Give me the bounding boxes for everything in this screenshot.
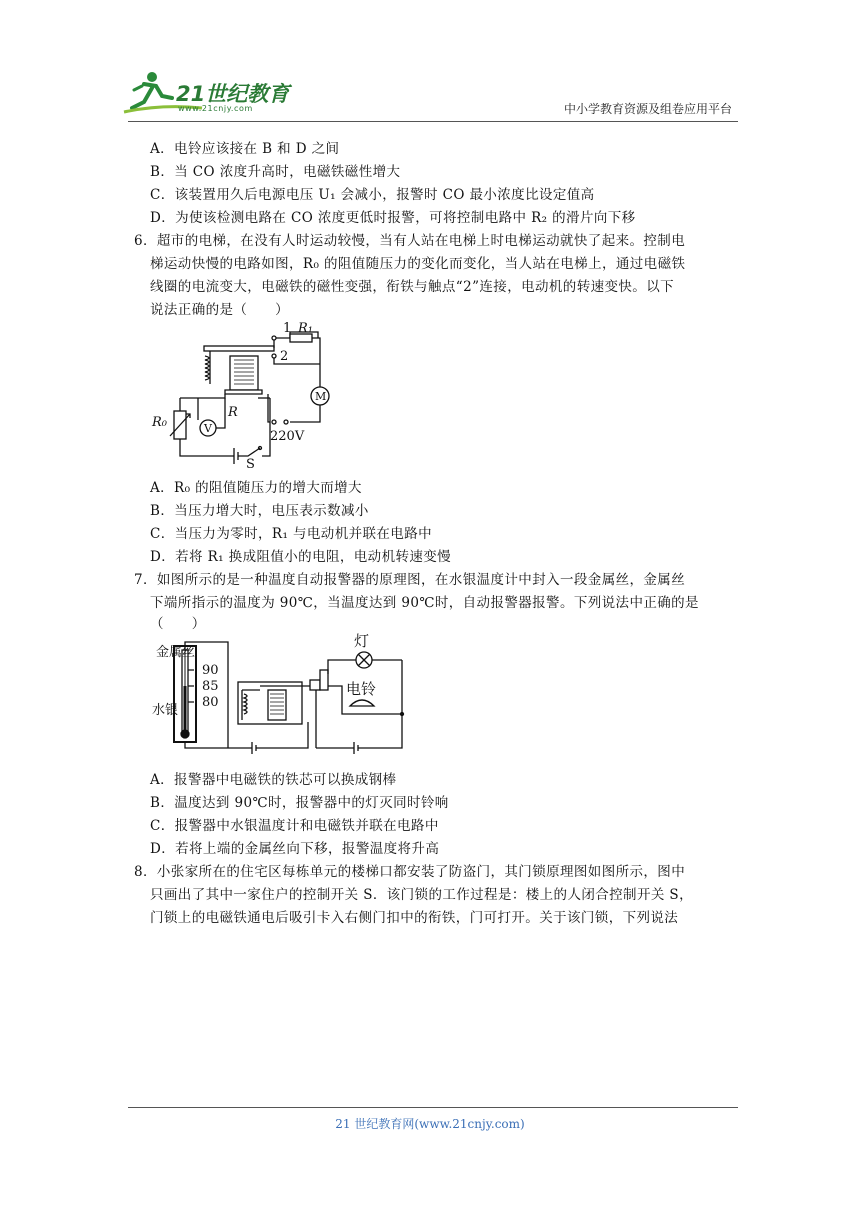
- label-contact-1: 1: [283, 321, 292, 336]
- q6-stem-line-4: 说法正确的是（ ）: [150, 302, 289, 318]
- q7-option-d: D．若将上端的金属丝向下移，报警温度将升高: [150, 841, 440, 857]
- q5-option-a: A．电铃应该接在 B 和 D 之间: [150, 141, 340, 157]
- q6-stem-line-2: 梯运动快慢的电路如图，R₀ 的阻值随压力的变化而变化，当人站在电梯上，通过电磁铁: [150, 256, 686, 272]
- q6-option-c: C．当压力为零时，R₁ 与电动机并联在电路中: [150, 526, 432, 542]
- q7-stem-line-3: （ ）: [150, 616, 206, 632]
- label-r0: R₀: [152, 415, 167, 430]
- label-contact-2: 2: [280, 349, 289, 364]
- q7-stem-line-1: 7．如图所示的是一种温度自动报警器的原理图，在水银温度计中封入一段金属丝，金属丝: [134, 572, 686, 588]
- label-metal-wire: 金属丝: [156, 645, 196, 660]
- label-r1: R₁: [298, 321, 313, 336]
- q8-stem-line-1: 8．小张家所在的住宅区每栋单元的楼梯口都安装了防盗门，其门锁原理图如图所示，图中: [134, 864, 686, 880]
- q7-option-b: B．温度达到 90℃时，报警器中的灯灭同时铃响: [150, 795, 449, 811]
- label-220v: 220V: [270, 429, 305, 444]
- q6-option-b: B．当压力增大时，电压表示数减小: [150, 503, 369, 519]
- header-divider: [128, 121, 738, 122]
- q5-option-c: C．该装置用久后电源电压 U₁ 会减小，报警时 CO 最小浓度比设定值高: [150, 187, 595, 203]
- label-switch: S: [246, 457, 255, 472]
- q7-alarm-diagram: [142, 630, 412, 764]
- q8-stem-line-3: 门锁上的电磁铁通电后吸引卡入右侧门扣中的衔铁，门可打开。关于该门锁，下列说法: [150, 910, 679, 926]
- label-r: R: [228, 405, 238, 420]
- footer-divider: [128, 1107, 738, 1108]
- q6-stem-line-1: 6．超市的电梯，在没有人时运动较慢，当有人站在电梯上时电梯运动就快了起来。控制电: [134, 233, 686, 249]
- label-bell: 电铃: [346, 680, 377, 698]
- platform-name: 中小学教育资源及组卷应用平台: [563, 102, 732, 116]
- q7-stem-line-2: 下端所指示的温度为 90℃，当温度达到 90℃时，自动报警器报警。下列说法中正确的是: [150, 595, 699, 611]
- q7-option-a: A．报警器中电磁铁的铁芯可以换成钢棒: [150, 772, 397, 788]
- label-motor: M: [315, 390, 327, 403]
- footer-link[interactable]: 21 世纪教育网(www.21cnjy.com): [335, 1117, 525, 1131]
- q6-circuit-diagram: [150, 316, 350, 472]
- label-mercury: 水银: [152, 703, 179, 718]
- q7-option-c: C．报警器中水银温度计和电磁铁并联在电路中: [150, 818, 439, 834]
- logo-url: www.21cnjy.com: [178, 104, 253, 113]
- tick-80: 80: [202, 695, 219, 710]
- label-lamp: 灯: [354, 632, 370, 650]
- q8-stem-line-2: 只画出了其中一家住户的控制开关 S．该门锁的工作过程是：楼上的人闭合控制开关 S，: [150, 887, 693, 903]
- logo-text: 21世纪教育: [176, 82, 290, 106]
- q6-stem-line-3: 线圈的电流变大，电磁铁的磁性变强，衔铁与触点“2”连接，电动机的转速变快。以下: [150, 279, 674, 295]
- tick-85: 85: [202, 679, 219, 694]
- q6-option-d: D．若将 R₁ 换成阻值小的电阻，电动机转速变慢: [150, 549, 452, 565]
- tick-90: 90: [202, 663, 219, 678]
- label-voltmeter: V: [204, 422, 212, 435]
- q6-option-a: A．R₀ 的阻值随压力的增大而增大: [150, 480, 362, 496]
- q5-option-d: D．为使该检测电路在 CO 浓度更低时报警，可将控制电路中 R₂ 的滑片向下移: [150, 210, 636, 226]
- q5-option-b: B．当 CO 浓度升高时，电磁铁磁性增大: [150, 164, 401, 180]
